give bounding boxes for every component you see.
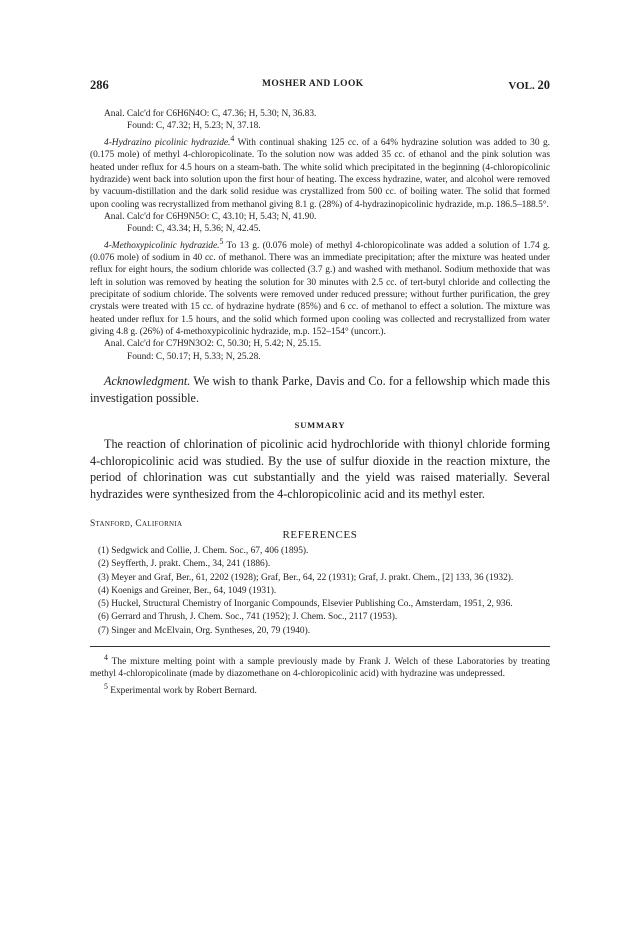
page-number: 286: [90, 78, 109, 92]
volume-number: 20: [537, 78, 550, 92]
procedure-hydrazino-body: With continual shaking 125 cc. of a 64% hydrazine solution was added to 30 g. (0.175 mole) of methyl 4-chloropicolinate. To the solution now was added 35 cc. of ethanol and the pink solution was heated under reflux for 4.5 hours on a steam-bath. The white solid which precipitated in the beginning (4-chloropicolinic hydrazide) went back into solution upon the first hour of heating. The excess hydrazine, water, and alcohol were removed by vacuum-distillation and the dark solid residue was crystallized from 500 cc. of boiling water. The solid that formed upon cooling was recrystallized from methanol giving 8.1 g. (28%) of 4-hydrazinopicolinic hydrazide, m.p. 186.5–188.5°.: [90, 137, 550, 210]
footnote-4: [90, 652, 550, 681]
author-location: Stanford, California: [90, 518, 183, 529]
footnote-4-mark: 4: [104, 652, 108, 662]
experimental-section: [90, 108, 550, 363]
procedure-methoxy-body: To 13 g. (0.076 mole) of methyl 4-chloropicolinate was added a solution of 1.74 g. (0.076 mole) of sodium in 40 cc. of methanol. There was an immediate precipitation; after the mixture was heated under reflux for eight hours, the sodium chloride was collected (3.7 g.) and washed with methanol. Sodium methoxide that was left in solution was removed by heating the solution for 30 minutes with 2.5 cc. of tert-butyl chloride and collecting the precipitate of sodium chloride. The solvents were removed under reduced pressure; without further purification, the grey crystals were treated with 15 cc. of hydrazine hydrate (85%) and 6 cc. of methanol to effect a solution. The mixture was heated under reflux for 1.5 hours, and the solid which formed upon cooling was collected and recrystallized from water giving 4.8 g. (26%) of 4-methoxypicolinic hydrazide, m.p. 152–154° (uncorr.).: [90, 240, 550, 338]
acknowledgment-label: Acknowledgment.: [104, 374, 191, 389]
volume-label: [508, 78, 550, 93]
analysis-calculated-2: Anal. Calc'd for C6H9N5O: C, 43.10; H, 5.43; N, 41.90.: [104, 211, 317, 222]
volume-prefix: VOL.: [508, 80, 535, 92]
footnote-5-text: Experimental work by Robert Bernard.: [110, 685, 257, 696]
analysis-found-3: Found: C, 50.17; H, 5.33; N, 25.28.: [127, 351, 261, 362]
footnote-5-mark: 5: [104, 681, 108, 691]
analysis-calculated-3: Anal. Calc'd for C7H9N3O2: C, 50.30; H, 5.42; N, 25.15.: [104, 339, 322, 350]
procedure-hydrazino: [90, 133, 550, 211]
acknowledgment-text: We wish to thank Parke, Davis and Co. for a fellowship which made this investigation possible.: [90, 374, 550, 405]
footnote-4-text: The mixture melting point with a sample previously made by Frank J. Welch of these Laboratories by treating methyl 4-chloropicolinate (made by diazomethane on 4-chloropicolinic acid) with hydrazine was undepressed.: [90, 657, 550, 680]
footnote-divider: [90, 646, 550, 647]
procedure-methoxy: [90, 236, 550, 339]
journal-page: [90, 78, 550, 697]
reference-item: (5) Huckel, Structural Chemistry of Inorganic Compounds, Elsevier Publishing Co., Amsterdam, 1951, 2, 936.: [98, 599, 513, 610]
procedure-methoxy-title: 4-Methoxypicolinic hydrazide.: [104, 240, 220, 251]
reference-item: (3) Meyer and Graf, Ber., 61, 2202 (1928); Graf, Ber., 64, 22 (1931); Graf, J. prakt. Chem., [2] 133, 36 (1932).: [98, 572, 514, 583]
procedure-hydrazino-title: 4-Hydrazino picolinic hydrazide.: [104, 137, 231, 148]
analysis-calculated-1: Anal. Calc'd for C6H6N4O: C, 47.36; H, 5.30; N, 36.83.: [104, 109, 317, 119]
summary-text: The reaction of chlorination of picolinic acid hydrochloride with thionyl chloride forming 4-chloropicolinic acid was studied. By the use of sulfur dioxide in the reaction mixture, the period of chlorination was cut substantially and the yield was raised materially. Several hydrazides were synthesized from the 4-chloropicolinic acid and its methyl ester.: [90, 436, 550, 502]
footnotes: [90, 652, 550, 697]
reference-item: (1) Sedgwick and Collie, J. Chem. Soc., 67, 406 (1895).: [98, 545, 309, 556]
acknowledgment-paragraph: [90, 373, 550, 407]
footnote-ref-5: 5: [219, 236, 224, 246]
acknowledgment-section: [90, 373, 550, 407]
reference-item: (2) Seyfferth, J. prakt. Chem., 34, 241 (1886).: [98, 559, 271, 570]
reference-list: [90, 545, 550, 638]
running-title: MOSHER AND LOOK: [262, 79, 364, 89]
reference-item: (6) Gerrard and Thrush, J. Chem. Soc., 741 (1952); J. Chem. Soc., 2117 (1953).: [98, 612, 398, 623]
references-heading: REFERENCES: [282, 528, 358, 541]
reference-item: (7) Singer and McElvain, Org. Syntheses, 20, 79 (1940).: [98, 625, 311, 636]
summary-section: [90, 436, 550, 503]
reference-item: (4) Koenigs and Greiner, Ber., 64, 1049 (1931).: [98, 585, 277, 596]
footnote-ref-4: 4: [230, 133, 235, 143]
summary-heading: SUMMARY: [294, 419, 346, 430]
page-header: [90, 78, 550, 94]
analysis-found-2: Found: C, 43.34; H, 5.36; N, 42.45.: [127, 224, 261, 235]
analysis-found-1: Found: C, 47.32; H, 5.23; N, 37.18.: [127, 121, 261, 132]
footnote-5: [90, 681, 550, 697]
